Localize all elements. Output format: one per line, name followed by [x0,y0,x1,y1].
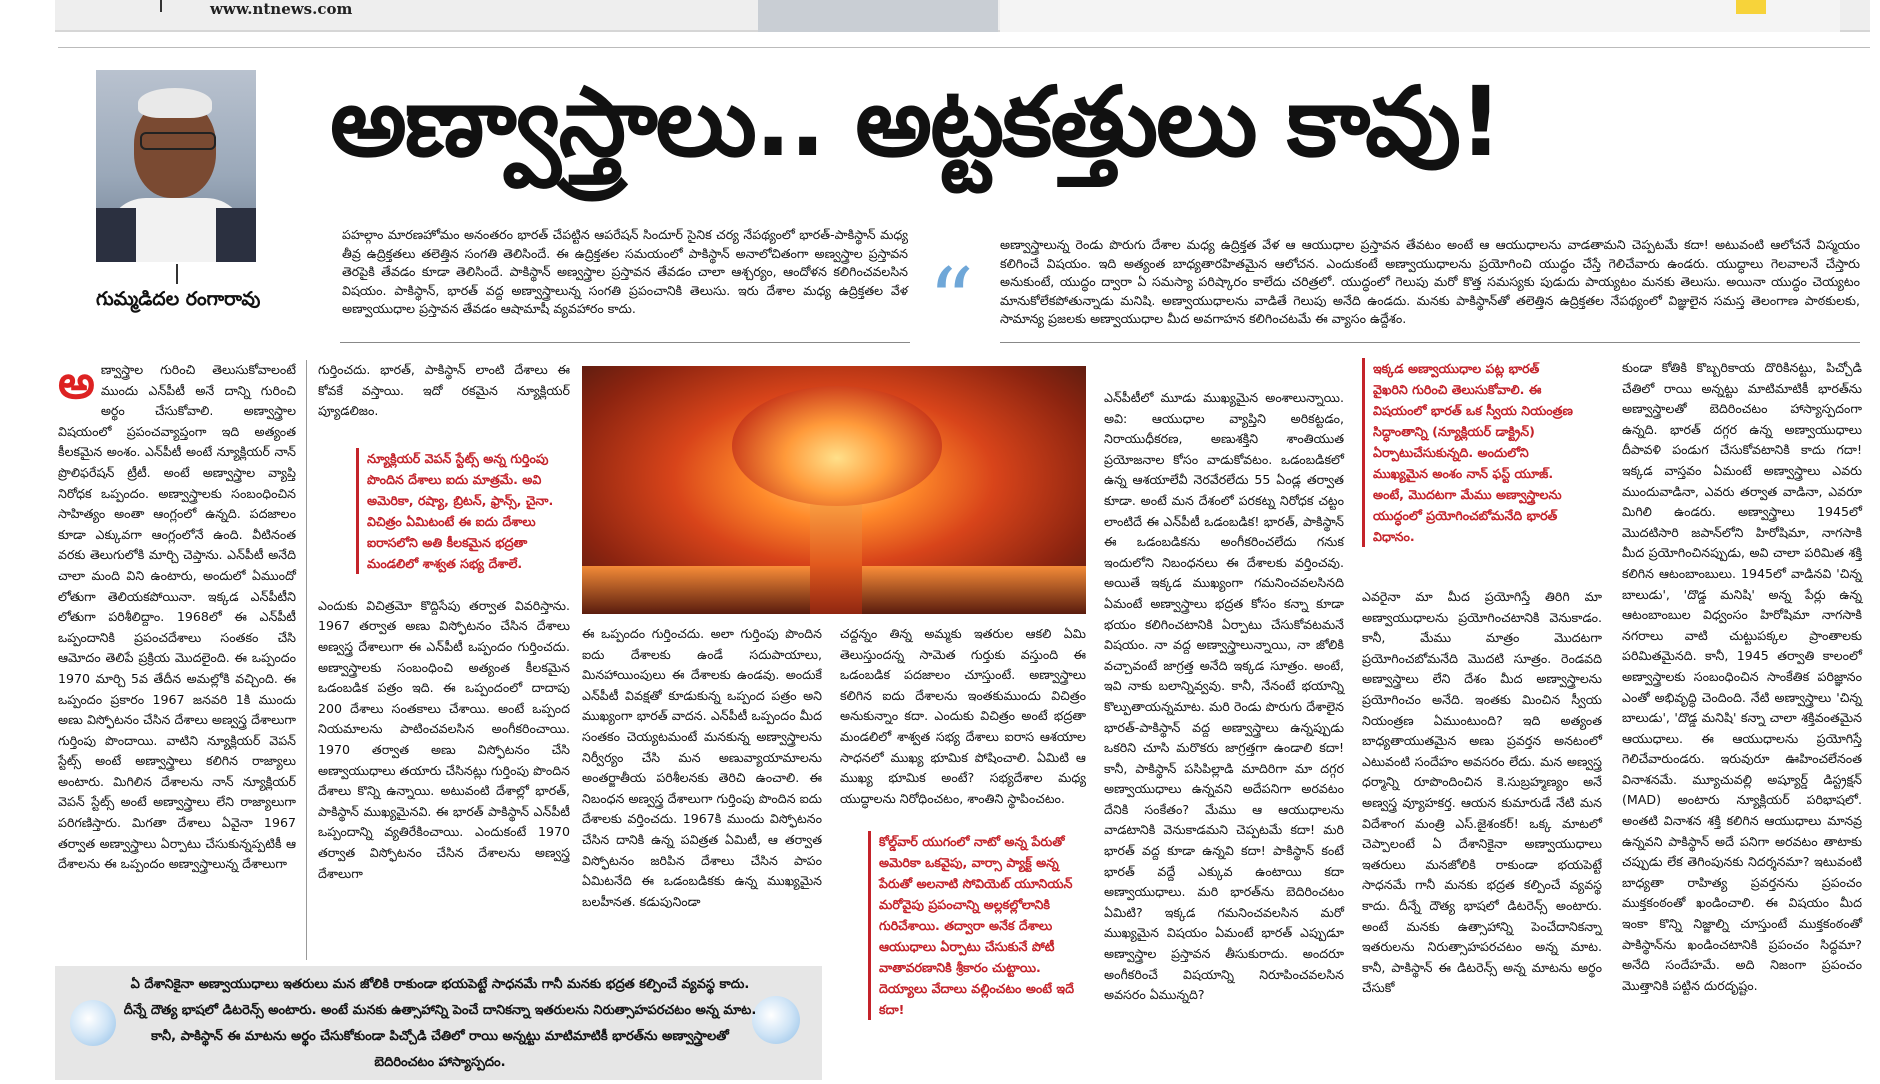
photo-glasses [140,132,216,150]
site-url: www.ntnews.com [210,0,353,18]
intro-left: పహల్గాం మారణహోమం అనంతరం భారత్ చేపట్టిన ఆపరేషన్ సిందూర్ సైనిక చర్య నేపథ్యంలో భారత్-పాకిస్థాన్ మధ్య తీవ్ర ఉద్రిక్తతలు తలెత్తిన సంగతి తెలిసిందే. ఈ ఉద్రిక్తతల సమయంలో పాకిస్థాన్ అనాలోచితంగా అణ్వస్త్రాల ప్రస్తావన తెరపైకి తేవడం కూడా తెలిసిందే. పాకిస్థాన్ అణ్వస్త్రాల ప్రస్తావన తేవడం చాలా ఆశ్చర్యం, ఆందోళన కలిగించవలసిన విషయం. పాకిస్థాన్, భారత్ వద్ద అణ్వాస్త్రాలున్న సంగతి ప్రపంచానికి తెలుసు. ఇరు దేశాల మధ్య ఉద్రిక్తతల వేళ అణ్వాయుధాల ప్రస్తావన తేవడం ఆషామాషీ వ్యవహారం కాదు. [342,227,908,316]
pull-quote-3: ఇక్కడ అణ్వాయుధాల పట్ల భారత్ వైఖరిని గురించి తెలుసుకోవాలి. ఈ విషయంలో భారత్ ఒక స్వీయ నియంత్రణ సిద్ధాంతాన్ని (న్యూక్లియర్ డాక్ట్రిన్) ఏర్పాటుచేసుకున్నది. అందులోని ముఖ్యమైన అంశం నాన్ ఫస్ట్ యూజ్. అంటే, మొదటగా మేము అణ్వాస్త్రాలను యుద్ధంలో ప్రయోగించబోమనేది భారత్ విధానం. [1362,358,1573,547]
highlight-text: ఏ దేశానికైనా అణ్వాయుధాలు ఇతరులు మన జోలికి రాకుండా భయపెట్టే సాధనమే గానీ మనకు భద్రత కల్పించే వ్యవస్థ కాదు. దీన్నే దౌత్య భాషలో డిటరెన్స్ అంటారు. అంటే మనకు ఉత్సాహాన్ని పెంచే దానికన్నా ఇతరులను నిరుత్సాహపరచటం అన్న మాట. కానీ, పాకిస్థాన్ ఈ మాటను అర్థం చేసుకోకుండా పిచ్చోడి చేతిలో రాయి అన్నట్టు మాటిమాటికీ భారత్‌ను అణ్వాస్త్రాలతో బెదిరించటం హాస్యాస్పదం. [123,977,757,1070]
column-1-text: ణ్వాస్త్రాల గురించి తెలుసుకోవాలంటే ముందు ఎన్‌పీటీ అనే దాన్ని గురించి అర్థం చేసుకోవాలి. అణ్వాస్త్రాల విషయంలో ప్రపంచవ్యాప్తంగా ఇది అత్యంత కీలకమైన అంశం. ఎన్‌పీటీ అంటే న్యూక్లియర్ నాన్ ప్రొలిఫరేషన్ ట్రీటీ. అంటే అణ్వాస్త్రాల వ్యాప్తి నిరోధక ఒప్పందం. అణ్వాస్త్రాలకు సంబంధించిన సాహిత్యం అంతా ఆంగ్లంలో ఉన్నది. పదజాలం కూడా ఎక్కువగా ఆంగ్లంలోనే ఉంది. వీటినంత వరకు తెలుగులోకి మార్చి చెప్తాను. ఎన్‌పీటీ అనేది చాలా మంది విని ఉంటారు, అందులో ఏముందో లోతుగా తెలియకపోయినా. ఇక్కడ ఎన్‌పీటీని లోతుగా పరిశీలిద్దాం. 1968లో ఈ ఎన్‌పీటీ ఒప్పందానికి ప్రపంచదేశాలు సంతకం చేసి ఆమోదం తెలిపే ప్రక్రియ మొదలైంది. ఈ ఒప్పందం 1970 మార్చి 5వ తేదీన అమల్లోకి వచ్చింది. ఈ ఒప్పందం ప్రకారం 1967 జనవరి 1కి ముందు అణు విస్ఫోటనం చేసిన దేశాలు అణ్వస్త్ర దేశాలుగా గుర్తింపు పొందాయి. వాటిని న్యూక్లియర్ వెపన్ స్టేట్స్ అంటే అణ్వాస్త్రాలు కలిగిన రాజ్యాలు అంటారు. మిగిలిన దేశాలను నాన్ న్యూక్లియర్ వెపన్ స్టేట్స్ అంటే అణ్వాస్త్రాలు లేని రాజ్యాలుగా పరిగణిస్తారు. మిగతా దేశాలు ఏవైనా 1967 తర్వాత అణ్వాస్త్రాలు ఏర్పాటు చేసుకున్నప్పటికీ ఆ దేశాలను ఈ ఒప్పందం అణ్వాస్త్రాలున్న దేశాలుగా [58,362,296,872]
masthead-yellow-tag [1736,0,1766,14]
column-3: ఈ ఒప్పందం గుర్తించదు. అలా గుర్తింపు పొందిన ఐదు దేశాలకు ఉండే సదుపాయాలు, మినహాయింపులు ఈ దేశాలకు ఉండవు. అందుకే ఎన్‌పీటీ వివక్షతో కూడుకున్న ఒప్పంద పత్రం అని ముఖ్యంగా భారత్ వాదన. ఎన్‌పీటీ ఒప్పందం మీద సంతకం చెయ్యటమంటే మనకున్న అణ్వాస్త్రాలను నిర్వీర్యం చేసి మన అణువ్యాయామాలను అంతర్జాతీయ పరిశీలనకు తెరిచి ఉంచాలి. ఈ నిబంధన అణ్వస్త్ర దేశాలుగా గుర్తింపు పొందిన ఐదు దేశాలకు వర్తించదు. 1967కి ముందు విస్ఫోటనం చేసిన దానికి ఉన్న పవిత్రత ఏమిటీ, ఆ తర్వాత విస్ఫోటనం జరిపిన దేశాలు చేసిన పాపం ఏమిటనేది ఈ ఒడంబడికకు ఉన్న ముఖ్యమైన బలహీనత. కడుపునిండా [582,626,822,909]
intro-right: అణ్వాస్త్రాలున్న రెండు పొరుగు దేశాల మధ్య ఉద్రిక్తత వేళ ఆ ఆయుధాల ప్రస్తావన తేవటం అంటే ఆ ఆయుధాలను వాడతామని చెప్పటమే కదా! అటువంటి ఆలోచనే విస్మయం కలిగించే విషయం. ఇది అత్యంత బాధ్యతారహితమైన ఆలోచన. ఎందుకంటే అణ్వాయుధాలను ప్రయోగించి యుద్ధం చేస్తే గెలిచేవారు ఉండరు. యుద్ధాలు గెలవాలనే చేస్తారు అనుకుంటే, యుద్ధం ద్వారా ఏ సమస్యా పరిష్కారం కాలేదు చరిత్రలో. యుద్ధంలో గెలుపు మరో కొత్త సమస్యకు పుడుదు పాయ్యటం మనకు తెలుసు. అయినా యుద్ధం చెయ్యటం మానుకోలేకపోతున్నాడు మనిషి. అణ్వాయుధాలను వాడితే గెలుపు అనేది ఉండదు. మనకు పాకిస్థాన్‌తో తలెత్తిన ఉద్రిక్తతల నేపథ్యంలో విజ్ఞులైన సమస్త తెలంగాణ పాఠకులకు, సామాన్య ప్రజలకు అణ్వాయుధాల మీద అవగాహన కలిగించటమే ఈ వ్యాసం ఉద్దేశం. [1000,237,1860,326]
headline: అణ్వాస్త్రాలు.. అట్టకత్తులు కావు! [330,66,1501,178]
masthead-light-block [1000,0,1840,32]
column-6-bottom: ఎవరైనా మా మీద ప్రయోగిస్తే తిరిగి మా అణ్వాయుధాలను ప్రయోగించటానికి వెనుకాడం. కానీ, మేము మాత్రం మొదటగా ప్రయోగించబోమనేది మొదటి సూత్రం. రెండవది అణ్వాస్త్రాలు లేని దేశం మీద అణ్వాస్త్రాలను ప్రయోగించం అనేది. ఇంతకు మించిన స్వీయ నియంత్రణ ఏముంటుంది? ఇది అత్యంత బాధ్యతాయుతమైన అణు ప్రవర్తన అనటంలో ఎటువంటి సందేహం అవసరం లేదు. మన అణ్వస్త్ర ధర్మాన్ని రూపొందించిన కె.సుబ్రహ్మణ్యం అనే అణ్వస్త్ర వ్యూహకర్త. ఆయన కుమారుడే నేటి మన విదేశాంగ మంత్రి ఎస్.జైశంకర్! ఒక్క మాటలో చెప్పాలంటే ఏ దేశానికైనా అణ్వాయుధాలు ఇతరులు మనజోలికి రాకుండా భయపెట్టే సాధనమే గానీ మనకు భద్రత కల్పించే వ్యవస్థ కాదు. దీన్నే దౌత్య భాషలో డిటరెన్స్ అంటారు. అంటే మనకు ఉత్సాహాన్ని పెంచేదానికన్నా ఇతరులను నిరుత్సాహపరచటం అన్న మాట. కానీ, పాకిస్థాన్ ఈ డిటరెన్స్ అన్న మాటను అర్థం చేసుకో [1362,589,1602,996]
column-1 [58,355,296,875]
author-rule [176,264,178,284]
pull-quote-2: కోల్డ్‌వార్ యుగంలో నాటో అన్న పేరుతో అమెరికా ఒకవైపు, వార్సా ప్యాక్ట్ అన్న పేరుతో అలనాటి సోవియెట్ యూనియన్ మరోవైపు ప్రపంచాన్ని అల్లకల్లోలానికి గురిచేశాయి. తద్వారా అనేక దేశాలు ఆయుధాలు ఏర్పాటు చేసుకునే పోటీ వాతావరణానికి శ్రీకారం చుట్టాయి. దెయ్యాలు వేదాలు వల్లించటం అంటే ఇదే కదా! [868,831,1079,1020]
column-divider [306,360,307,960]
masthead-divider [160,0,162,12]
column-4-top: చద్దన్నం తిన్న అమ్మకు ఇతరుల ఆకలి ఏమి తెలుస్తుందన్న సామెత గుర్తుకు వస్తుంది ఈ ఒడంబడిక పదజాలం చూస్తుంటే. అణ్వాస్త్రాలు కలిగిన ఐదు దేశాలను ఇంతకుముందు విచిత్రం అనుకున్నాం కదా. ఎందుకు విచిత్రం అంటే భద్రతా మండలిలో శాశ్వత సభ్య దేశాలు ఐరాస ఆశయాల సాధనలో ముఖ్య భూమిక పోషించాలి. ఏమిటి ఆ ముఖ్య భూమిక అంటే? సభ్యదేశాల మధ్య యుద్ధాలను నిరోధించటం, శాంతిని స్థాపించటం. [840,626,1086,806]
photo-jacket-left [96,208,136,262]
author-photo [96,70,256,262]
pull-quote-1: న్యూక్లియర్ వెపన్ స్టేట్స్ అన్న గుర్తింపు పొందిన దేశాలు ఐదు మాత్రమే. అవి అమెరికా, రష్యా, బ్రిటన్, ఫ్రాన్స్, చైనా. విచిత్రం ఏమిటంటే ఈ ఐదు దేశాలు ఐరాసలోని అతి కీలకమైన భద్రతా మండలిలో శాశ్వత సభ్య దేశాలే. [356,448,557,574]
column-4 [840,624,1086,1020]
quote-icon: “ [928,249,975,354]
column-2-bottom: ఎందుకు విచిత్రమో కొద్దిసేపు తర్వాత వివరిస్తాను. 1967 తర్వాత అణు విస్ఫోటనం చేసిన దేశాలు అణ్వస్త్ర దేశాలుగా ఈ ఎన్‌పీటీ ఒప్పందం గుర్తించదు. అణ్వాస్త్రాలకు సంబంధించి అత్యంత కీలకమైన ఒడంబడిక పత్రం ఇది. ఈ ఒప్పందంలో దాదాపు 200 దేశాలు సంతకాలు చేశాయి. అంటే ఒప్పంద నియమాలను పాటించవలసిన అంగీకరించాయి. 1970 తర్వాత అణు విస్ఫోటనం చేసి అణ్వాయుధాలు తయారు చేసినట్లు గుర్తింపు పొందిన దేశాలు కొన్ని ఉన్నాయి. అటువంటి దేశాల్లో భారత్, పాకిస్థాన్ ముఖ్యమైనవి. ఈ భారత్ పాకిస్థాన్ ఎన్‌పీటీ ఒప్పందాన్ని వ్యతిరేకించాయి. ఎందుకంటే 1970 తర్వాత విస్ఫోటనం చేసిన దేశాలను అణ్వస్త్ర దేశాలుగా [318,597,570,881]
header-rule [58,47,1870,48]
column-2-top: గుర్తించదు. భారత్, పాకిస్థాన్ లాంటి దేశాలు ఈ కోవకే వస్తాయి. ఇదో రకమైన న్యూక్లియర్ ప్యూడలిజం. [318,362,570,419]
column-5: ఎన్‌పీటీలో మూడు ముఖ్యమైన అంశాలున్నాయి. అవి: ఆయుధాల వ్యాప్తిని అరికట్టడం, నిరాయుధీకరణ, అణుశక్తిని శాంతియుత ప్రయోజనాల కోసం వాడుకోవటం. ఒడంబడికలో ఉన్న ఆశయాలేవీ నెరవేరలేదు 55 ఏండ్ల తర్వాత కూడా. అంటే మన దేశంలో పరకట్న నిరోధక చట్టం లాంటిదే ఈ ఎన్‌పీటీ ఒడంబడిక! భారత్, పాకిస్థాన్ ఈ ఒడంబడికను అంగీకరించలేదు గనుక ఇందులోని నిబంధనలు ఈ దేశాలకు వర్తించవు. అయితే ఇక్కడ ముఖ్యంగా గమనించవలసినది ఏమంటే అణ్వాస్త్రాలు భద్రత కోసం కన్నా కూడా భయం కలిగించటానికి ఏర్పాటు చేసుకోవటమనే విషయం. నా వద్ద అణ్వాస్త్రాలున్నాయి, నా జోలికి వచ్చావంటే జాగ్రత్త అనేది ఇక్కడ సూత్రం. అంటే, ఇవి నాకు బలాన్నివ్వవు. కానీ, నేనంటే భయాన్ని కొల్పుతాయన్నమాట. మరి రెండు పొరుగు దేశాలైన భారత్-పాకిస్థాన్ వద్ద అణ్వాస్త్రాలు ఉన్నప్పుడు ఒకరిని చూసి మరొకరు జాగ్రత్తగా ఉండాలి కదా! కానీ, పాకిస్థాన్ పసిపిల్లాడి మాదిరిగా మా దగ్గర అణ్వాయుధాలు ఉన్నవని అదేపనిగా అరవటం దేనికి సంకేతం? మేము ఆ ఆయుధాలను వాడటానికి వెనుకాడమని చెప్పటమే కదా! మరి భారత్ వద్ద కూడా ఉన్నవి కదా! పాకిస్థాన్ కంటే భారత్ వద్దే ఎక్కువ ఉంటాయి కదా అణ్వాయుధాలు. మరి భారత్‌ను బెదిరించటం ఏమిటి? ఇక్కడ గమనించవలసిన మరో ముఖ్యమైన విషయం ఏమంటే భారత్ ఎప్పుడూ అణ్వాస్త్రాల ప్రస్తావన తీసుకురాదు. అందరూ అంగీకరించే విషయాన్ని నిరూపించవలసిన అవసరం ఏమున్నది? [1104,390,1344,1003]
column-7: కుండా కోతికి కొబ్బరికాయ దొరికినట్టు, పిచ్చోడి చేతిలో రాయి అన్నట్టు మాటిమాటికీ భారత్‌ను అణ్వాస్త్రాలతో బెదిరించటం హాస్యాస్పదంగా ఉన్నది. భారత్ దగ్గర ఉన్న అణ్వాయుధాలు దీపావళి పండుగ చేసుకోవటానికి కాదు గదా! ఇక్కడ వాస్తవం ఏమంటే అణ్వాస్త్రాలు ఎవరు ముందువాడినా, ఎవరు తర్వాత వాడినా, ఎవరూ మిగిలి ఉండరు. అణ్వాస్త్రాలు 1945లో మొదటిసారి జపాన్‌లోని హిరోషిమా, నాగసాకి మీద ప్రయోగించినప్పుడు, అవి చాలా పరిమిత శక్తి కలిగిన ఆటంబాంబులు. 1945లో వాడినవి 'చిన్న బాలుడు', 'దొడ్డ మనిషి' అన్న పేర్లు ఉన్న ఆటంబాంబుల విధ్వంసం హిరోషిమా నాగసాకి నగరాలు వాటి చుట్టుపక్కల ప్రాంతాలకు పరిమితమైనది. కానీ, 1945 తర్వాతి కాలంలో అణ్వాస్త్రాలకు సంబంధించిన సాంకేతిక పరిజ్ఞానం ఎంతో అభివృద్ధి చెందింది. నేటి అణ్వాస్త్రాలు 'చిన్న బాలుడు', 'దొడ్డ మనిషి' కన్నా చాలా శక్తివంతమైన ఆయుధాలు. ఈ ఆయుధాలను ప్రయోగిస్తే గెలిచేవారుండరు. ఇరువురూ ఊహించలేనంత వినాశనమే. మ్యూచువల్లి అష్యూర్డ్ డిస్ట్రక్షన్ (MAD) అంటారు న్యూక్లియర్ పరిభాషలో. అంతటి వినాశన శక్తి కలిగిన ఆయుధాలు మానవ్ర ఉన్నవని పాకిస్థాన్ అదే పనిగా అరవటం తాటాకు చప్పుడు లేక తెగింపునకు నిదర్శనమా? ఇటువంటి బాధ్యతా రాహిత్య ప్రవర్తనను ప్రపంచం ముక్తకంఠంతో ఖండించాలి. ఈ విషయం మీద ఇంకా కొన్ని నిజ్జాల్ని చూస్తుంటే ముక్తకంఠంతో పాకిస్థాన్‌ను ఖండించటానికి ప్రపంచం సిద్ధమా? అనేది సందేహమే. అది నిజంగా ప్రపంచం మొత్తానికి పట్టిన దురదృష్టం. [1622,360,1862,993]
column-2 [318,360,570,884]
masthead-grey-block [758,0,998,32]
nuclear-explosion-image [582,366,1086,614]
mushroom-cloud [732,386,942,506]
author-name: గుమ్మడిదల రంగారావు [96,288,261,310]
column-6 [1362,358,1602,999]
intro-rule-right [1000,342,1860,343]
drop-cap: అ [58,355,95,409]
intro-rule-left [340,342,910,343]
bubble-icon-left [70,1000,116,1046]
photo-hair [138,88,212,118]
photo-jacket-right [216,208,256,262]
